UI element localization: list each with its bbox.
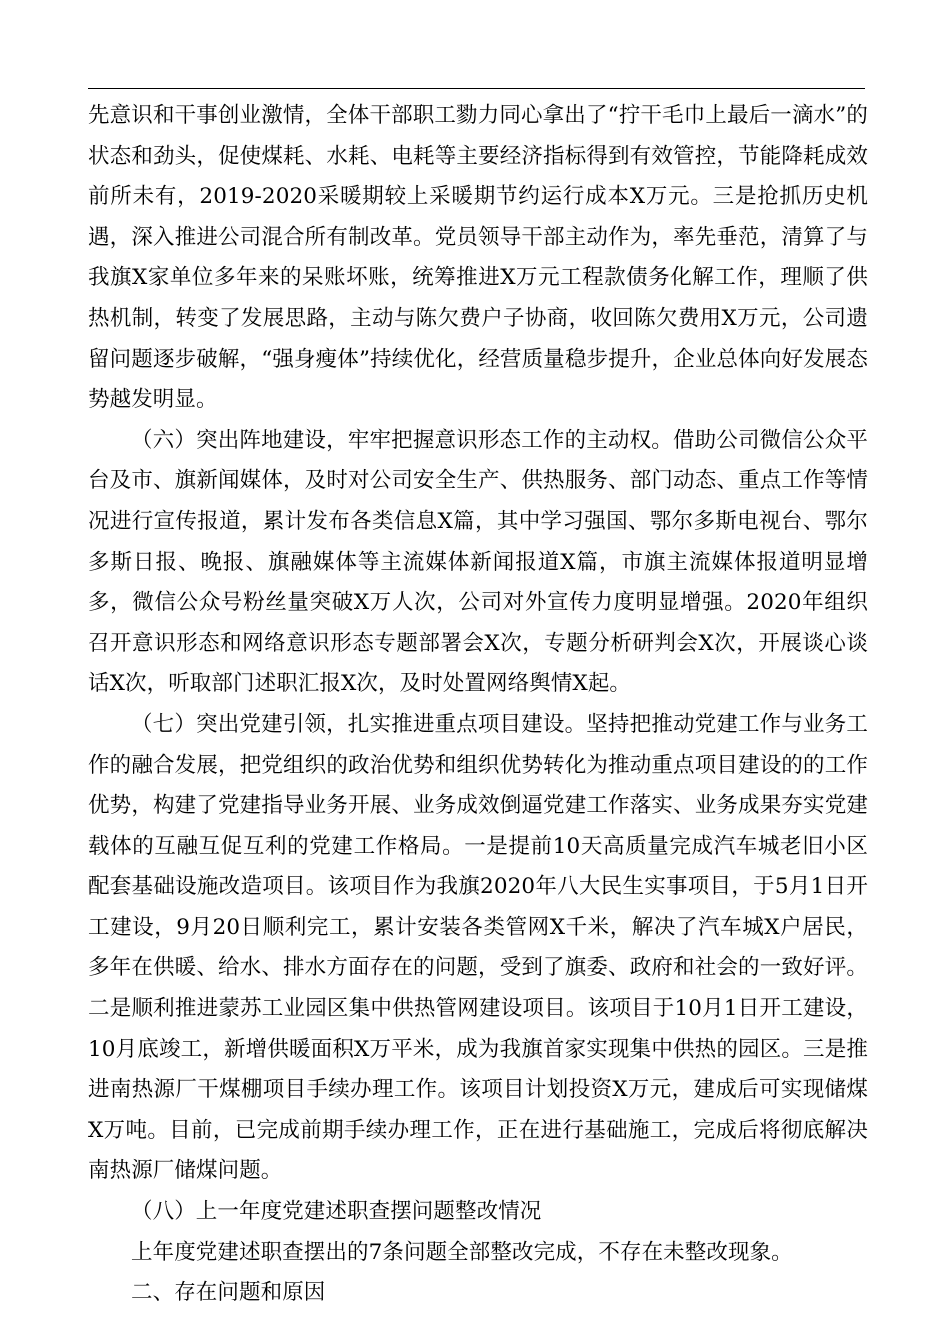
- paragraph-section-seven: （七）突出党建引领，扎实推进重点项目建设。坚持把推动党建工作与业务工作的融合发展，把党组织的政治优势和组织优势转化为推动重点项目建设的的工作优势，构建了党建指导业务开展、业务成效倒逼党建工作落实、业务成果夯实党建载体的互融互促互利的党建工作格局。一是提前10天高质量完成汽车城老旧小区配套基础设施改造项目。该项目作为我旗2020年八大民生实事项目，于5月1日开工建设，9月20日顺利完工，累计安装各类管网X千米，解决了汽车城X户居民，多年在供暖、给水、排水方面存在的问题，受到了旗委、政府和社会的一致好评。二是顺利推进蒙苏工业园区集中供热管网建设项目。该项目于10月1日开工建设，10月底竣工，新增供暖面积X万平米，成为我旗首家实现集中供热的园区。三是推进南热源厂干煤棚项目手续办理工作。该项目计划投资X万元，建成后可实现储煤X万吨。目前，已完成前期手续办理工作，正在进行基础施工，完成后将彻底解决南热源厂储煤问题。: [88, 711, 868, 1184]
- paragraph-section-six: （六）突出阵地建设，牢牢把握意识形态工作的主动权。借助公司微信公众平台及市、旗新闻媒体，及时对公司安全生产、供热服务、部门动态、重点工作等情况进行宣传报道，累计发布各类信息X篇，其中学习强国、鄂尔多斯电视台、鄂尔多斯日报、晚报、旗融媒体等主流媒体新闻报道X篇，市旗主流媒体报道明显增多，微信公众号粉丝量突破X万人次，公司对外宣传力度明显增强。2020年组织召开意识形态和网络意识形态专题部署会X次，专题分析研判会X次，开展谈心谈话X次，听取部门述职汇报X次，及时处置网络舆情X起。: [88, 427, 868, 697]
- document-body: [88, 96, 868, 1314]
- header-rule: [88, 88, 865, 89]
- paragraph-rectification: 上年度党建述职查摆出的7条问题全部整改完成，不存在未整改现象。: [131, 1239, 793, 1265]
- heading-problems-and-causes: 二、存在问题和原因: [131, 1280, 326, 1306]
- subheading-section-eight: （八）上一年度党建述职查摆问题整改情况: [131, 1199, 542, 1225]
- paragraph-continuation: 先意识和干事创业激情，全体干部职工勠力同心拿出了“拧干毛巾上最后一滴水”的状态和劲头，促使煤耗、水耗、电耗等主要经济指标得到有效管控，节能降耗成效前所未有，2019-2020采暖期较上采暖期节约运行成本X万元。三是抢抓历史机遇，深入推进公司混合所有制改革。党员领导干部主动作为，率先垂范，清算了与我旗X家单位多年来的呆账坏账，统筹推进X万元工程款债务化解工作，理顺了供热机制，转变了发展思路，主动与陈欠费户子协商，收回陈欠费用X万元，公司遗留问题逐步破解，“强身瘦体”持续优化，经营质量稳步提升，企业总体向好发展态势越发明显。: [88, 103, 868, 413]
